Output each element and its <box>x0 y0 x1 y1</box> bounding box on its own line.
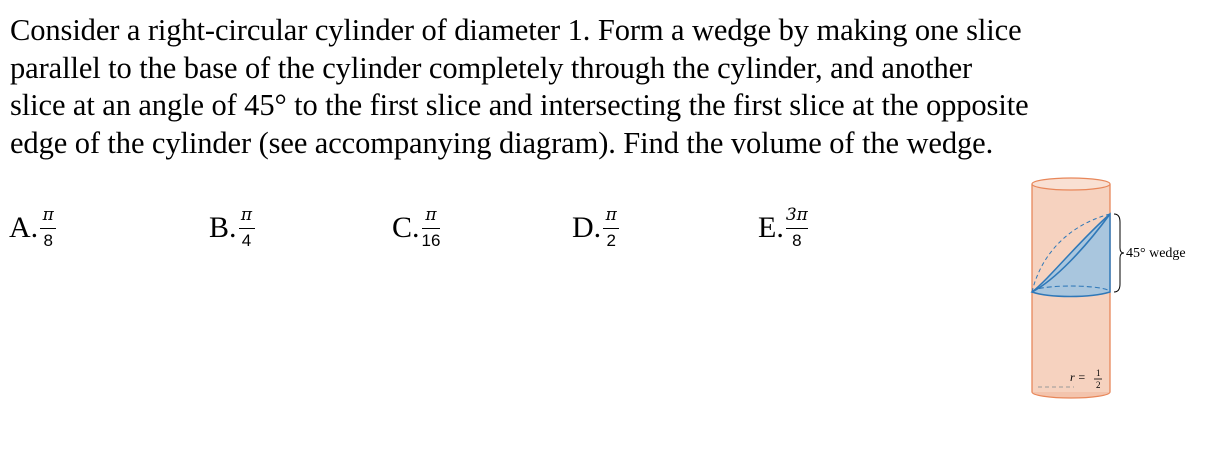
fraction-numerator: 3π <box>785 205 808 225</box>
fraction-bar <box>422 228 441 229</box>
choice-fraction <box>422 206 441 250</box>
cylinder-bottom-edge <box>1032 392 1110 398</box>
fraction-numerator: π <box>425 205 437 225</box>
choice-fraction <box>603 206 619 250</box>
fraction-bar <box>786 228 808 229</box>
radius-label: r = <box>1070 370 1086 384</box>
choice-a[interactable] <box>9 196 56 260</box>
question-line-3: slice at an angle of 45° to the first slice and intersecting the first slice at the opposite <box>10 88 1029 122</box>
cylinder-top <box>1032 178 1110 190</box>
fraction-denominator: 8 <box>43 231 53 250</box>
radius-denominator: 2 <box>1096 380 1101 390</box>
choice-fraction <box>40 206 56 250</box>
question-line-1: Consider a right-circular cylinder of diameter 1. Form a wedge by making one slice <box>10 13 1022 47</box>
choice-b[interactable] <box>209 196 255 260</box>
choice-letter: D. <box>572 211 602 244</box>
question-line-4: edge of the cylinder (see accompanying diagram). Find the volume of the wedge. <box>10 125 994 160</box>
wedge-brace <box>1114 214 1124 292</box>
fraction-numerator: π <box>605 205 617 225</box>
choice-d[interactable] <box>572 196 619 260</box>
fraction-denominator: 16 <box>421 231 441 250</box>
fraction-numerator: π <box>240 205 253 225</box>
wedge-label: 45° wedge <box>1126 246 1186 261</box>
choice-fraction <box>786 206 808 250</box>
choice-fraction <box>239 206 255 250</box>
choice-letter: B. <box>209 211 237 244</box>
fraction-denominator: 8 <box>792 231 802 250</box>
cylinder-wedge-diagram <box>1010 168 1200 408</box>
question-text <box>10 12 1210 162</box>
fraction-bar <box>40 228 56 229</box>
choice-letter: C. <box>392 211 420 244</box>
choice-e[interactable] <box>758 196 808 260</box>
question-line-2: parallel to the base of the cylinder completely through the cylinder, and another <box>10 50 973 85</box>
choice-letter: A. <box>9 211 39 244</box>
radius-numerator: 1 <box>1096 368 1101 378</box>
choice-c[interactable] <box>392 196 440 260</box>
fraction-numerator: π <box>42 205 54 225</box>
fraction-denominator: 4 <box>241 231 252 250</box>
choice-letter: E. <box>758 211 784 244</box>
fraction-denominator: 2 <box>606 231 616 250</box>
fraction-bar <box>239 228 255 229</box>
fraction-bar <box>603 228 619 229</box>
